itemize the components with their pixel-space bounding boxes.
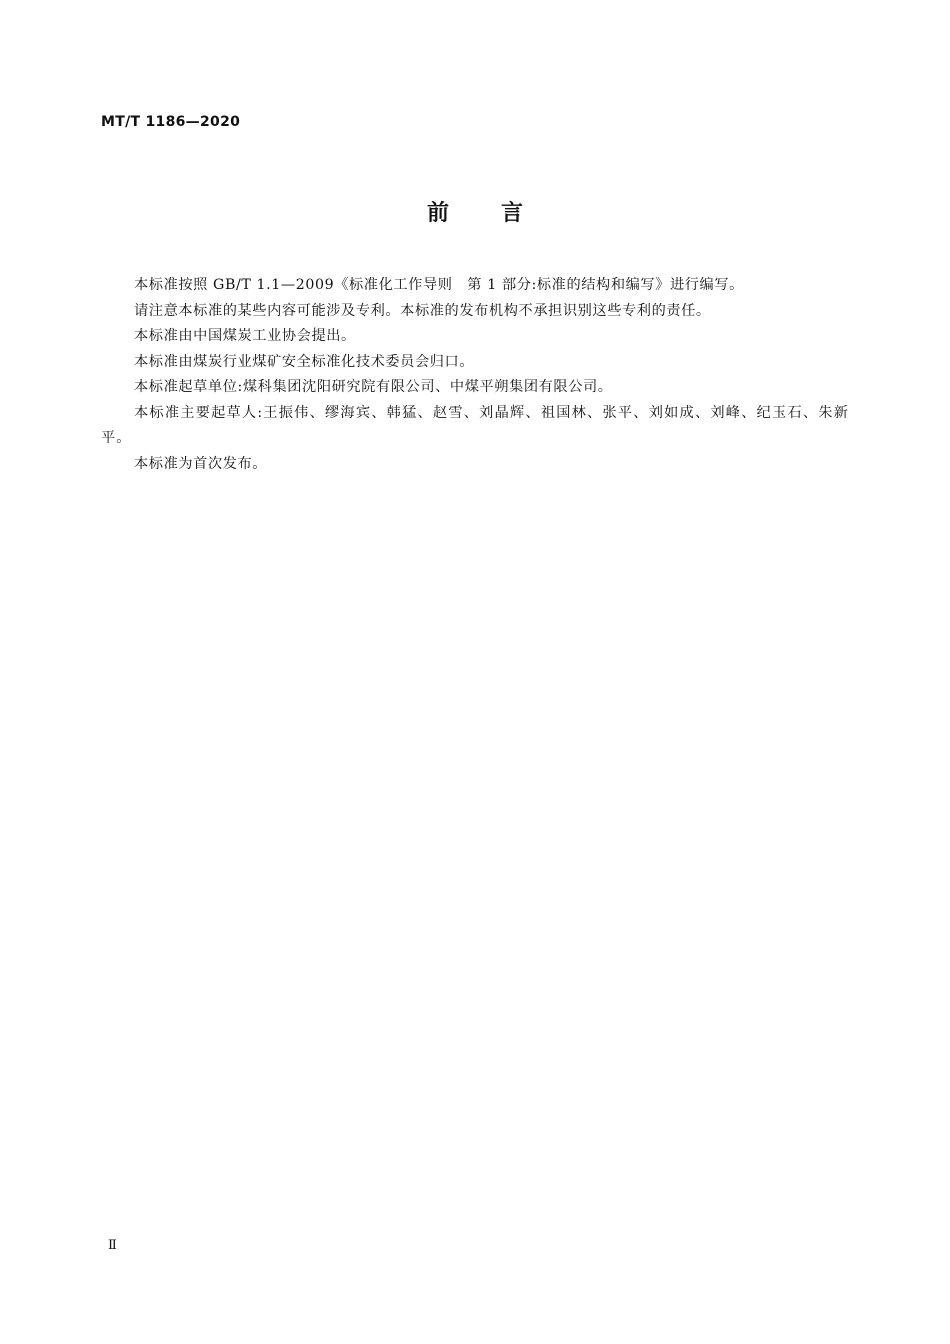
paragraph-committee: 本标准由煤炭行业煤矿安全标准化技术委员会归口。 — [134, 353, 475, 370]
title-char-1: 前 — [426, 201, 449, 226]
paragraph-proposer: 本标准由中国煤炭工业协会提出。 — [134, 328, 356, 344]
title-char-2: 言 — [501, 201, 524, 226]
paragraph-patent-notice: 请注意本标准的某些内容可能涉及专利。本标准的发布机构不承担识别这些专利的责任。 — [134, 302, 711, 319]
foreword-body — [101, 273, 849, 477]
page-title — [0, 196, 950, 227]
document-code: MT/T 1186—2020 — [101, 114, 241, 130]
paragraph-drafting-rules: 本标准按照 GB/T 1.1—2009《标准化工作导则 第 1 部分:标准的结构和编写》进行编写。 — [134, 277, 744, 293]
paragraph-drafters: 本标准主要起草人:王振伟、缪海宾、韩猛、赵雪、刘晶辉、祖国林、张平、刘如成、刘峰、纪玉石、朱新平。 — [101, 404, 849, 446]
paragraph-drafting-units: 本标准起草单位:煤科集团沈阳研究院有限公司、中煤平朔集团有限公司。 — [134, 379, 613, 395]
page-number: Ⅱ — [108, 1238, 117, 1253]
paragraph-first-release: 本标准为首次发布。 — [134, 455, 268, 472]
